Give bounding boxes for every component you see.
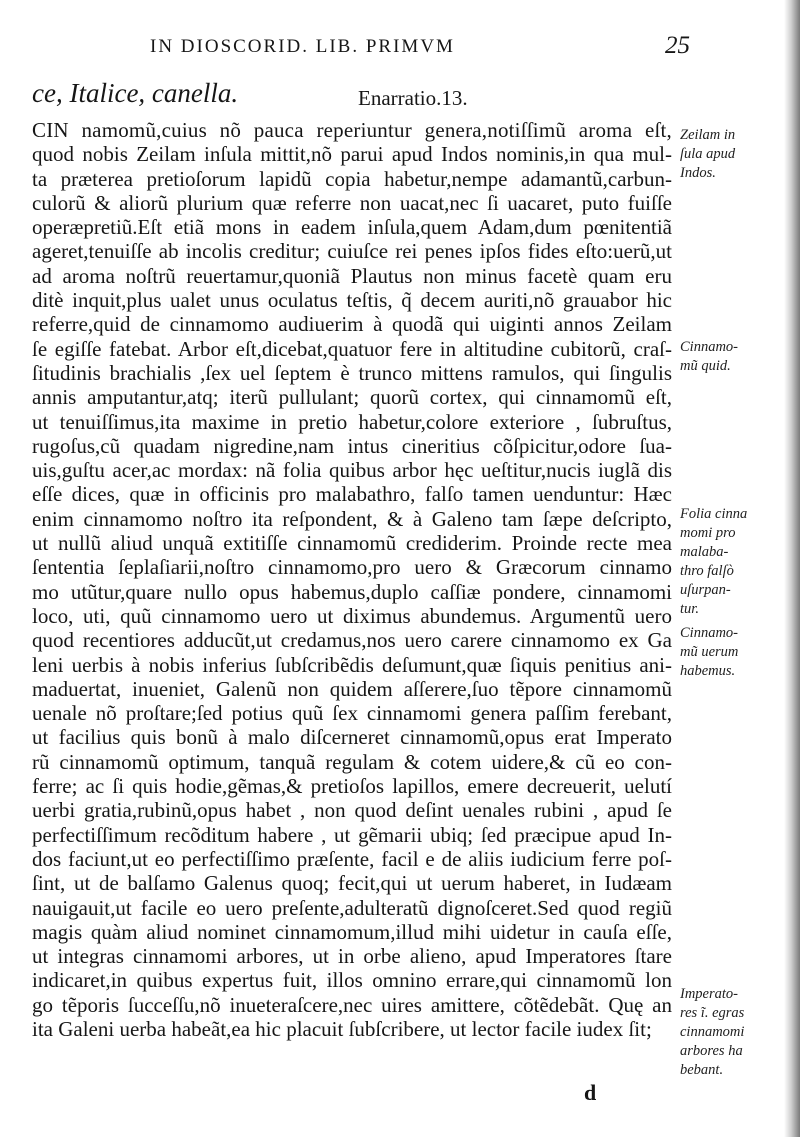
text-line: rũ cinnamomũ optimum, tanquã regulam & cotem uidere,& cũ eo con- bbox=[32, 749, 672, 774]
text-line: ut nullũ aliud unquã extitiſſe cinnamomũ crediderim. Proinde recte mea bbox=[32, 531, 672, 556]
page-number: 25 bbox=[665, 32, 690, 59]
text-line: annis amputantur,atq; iterũ pullulant; quorũ cortex, qui cinnamomũ eſt, bbox=[32, 385, 672, 410]
margin-note-line: bebant. bbox=[680, 1062, 724, 1078]
text-line: culorũ & aliorũ plurium quæ referre non uacat,nec ſi uacaret, puto fuiſſe bbox=[32, 190, 672, 215]
margin-note-line: Folia cinna bbox=[680, 506, 748, 522]
text-line: ut tenuiſſimus,ita maxime in pretio habetur,colore exteriore , ſubruſtus, bbox=[32, 409, 672, 434]
margin-note-line: Zeilam in bbox=[680, 127, 736, 143]
text-line: leni uerbis à nobis inferius ſubſcribẽdis deſumunt,quæ ſiquis penitius ani- bbox=[32, 652, 672, 677]
text-line: ferre; ac ſi quis hodie,gẽmas,& pretioſos lapillos, emere decreuerit, uelutí bbox=[32, 774, 672, 799]
text-line: uerbi gratia,rubinũ,opus habet , non quod deſint uenales rubini , apud ſe bbox=[32, 798, 672, 823]
margin-note bbox=[680, 338, 790, 376]
text-line: go tẽporis ſucceſſu,nõ inueteraſcere,nec uires amittere, cõtẽdebãt. Quę an bbox=[32, 992, 672, 1017]
margin-note-line: Imperato- bbox=[680, 986, 738, 1002]
text-line: ita Galeni uerba habeãt,ea hic placuit ſubſcribere, ut lector facile iudex ſit; bbox=[32, 1016, 652, 1041]
text-line: uenale nõ proſtare;ſed potius quũ ſex cinnamomi genera paſſim ferebant, bbox=[32, 701, 672, 726]
body-text bbox=[32, 118, 672, 1041]
margin-note-line: mũ uerum bbox=[680, 644, 739, 660]
text-line: rugoſus,cũ quadam nigredine,nam intus cineritius cõſpicitur,odore ſua- bbox=[32, 433, 672, 458]
page-header bbox=[150, 32, 690, 62]
text-line: ſententia ſeplaſiarii,noſtro cinnamomo,pro uero & Græcorum cinnamo bbox=[32, 555, 672, 580]
text-line: dos faciunt,ut eo perfectiſſimo præſente, facil e de aliis iudicium ferre poſ- bbox=[32, 846, 672, 871]
text-line: ut integras cinnamomi arbores, ut in orbe alieno, apud Imperatores ſtare bbox=[32, 944, 672, 969]
margin-note-line: momi pro bbox=[680, 525, 736, 541]
text-line: quod recentiores adducũt,ut credamus,nos uero carere cinnamomo ex Ga bbox=[32, 628, 672, 653]
margin-note-line: arbores ha bbox=[680, 1043, 743, 1059]
text-line: perfectiſſimum recõditum habere , ut gẽmarii ubiq; ſed præcipue apud In- bbox=[32, 822, 672, 847]
signature-mark: d bbox=[584, 1080, 597, 1105]
continuation-line: ce, Italice, canella. bbox=[32, 78, 239, 108]
text-line: nauigauit,ut facile eo uero preſente,adulteratũ dignoſceret.Sed quod regiũ bbox=[32, 895, 672, 920]
text-line: eſſe dices, quæ in officinis pro malabathro, falſo tamen uenduntur: Hæc bbox=[32, 482, 672, 507]
section-heading: Enarratio.13. bbox=[358, 86, 468, 110]
margin-note bbox=[680, 985, 790, 1080]
text-line: ſint, ut de balſamo Galenus quoq; fecit,qui ut uerum haberet, in Iudæam bbox=[32, 871, 672, 896]
margin-note-line: tur. bbox=[680, 601, 699, 617]
text-line: ad aroma noſtrũ reuertamur,quoniã Plautus non minus facetè quam eru bbox=[32, 263, 672, 288]
text-line: ut facilius quis bonũ à malo diſcerneret cinnamomũ,opus erat Imperato bbox=[32, 725, 672, 750]
text-line: ta præterea pretioſorum lapidũ copia habetur,nempe adamantũ,carbun- bbox=[32, 166, 672, 191]
text-line: ageret,tenuiſſe ab incolis creditur; cuiuſce rei penes ipſos fides eſto:uerũ,ut bbox=[32, 239, 672, 264]
margin-note-line: Indos. bbox=[680, 165, 716, 181]
margin-note-line: res ĩ. egras bbox=[680, 1005, 745, 1021]
text-line: enim cinnamomo noſtro ita reſpondent, & à Galeno tam ſæpe deſcripto, bbox=[32, 506, 672, 531]
margin-note-line: uſurpan- bbox=[680, 582, 731, 598]
text-line: ditè inquit,plus ualet unus oculatus teſtis, q̃ decem auriti,nõ grauabor hic bbox=[32, 288, 672, 313]
running-head: IN DIOSCORID. LIB. PRIMVM bbox=[150, 36, 455, 57]
text-line: ſe egiſſe fatebat. Arbor eſt,dicebat,quatuor fere in altitudine cubitorũ, craſ- bbox=[32, 336, 672, 361]
margin-note bbox=[680, 624, 790, 681]
margin-note-line: thro falſò bbox=[680, 563, 734, 579]
text-line: indicaret,in quibus expertus fuit, illos omnino errare,qui cinnamomũ lon bbox=[32, 968, 672, 993]
text-line: magis quàm aliud nominet cinnamomum,illud mihi uidetur in cauſa eſſe, bbox=[32, 919, 672, 944]
text-line: ſitudinis brachialis ,ſex uel ſeptem è trunco mittens ramulos, qui ſingulis bbox=[32, 360, 672, 385]
margin-note-line: ſula apud bbox=[680, 146, 736, 162]
margin-note bbox=[680, 126, 790, 183]
text-line: CIN namomũ,cuius nõ pauca reperiuntur genera,notiſſimũ aroma eſt, bbox=[32, 118, 672, 142]
margin-note-line: malaba- bbox=[680, 544, 729, 560]
text-line: operæpretiũ.Eſt etiã mons in eadem inſula,quem Adam,dum pœnitentiã bbox=[32, 215, 672, 240]
text-line: quod nobis Zeilam inſula mittit,nõ parui apud Indos nominis,in qua mul- bbox=[32, 142, 672, 167]
margin-note-line: habemus. bbox=[680, 663, 736, 679]
text-line: mo utũtur,quare nullo opus habemus,duplo caſſiæ pondere, cinnamomi bbox=[32, 579, 672, 604]
margin-note-line: cinnamomi bbox=[680, 1024, 745, 1040]
margin-note-line: mũ quid. bbox=[680, 358, 731, 374]
margin-note-line: Cinnamo- bbox=[680, 339, 738, 355]
margin-note bbox=[680, 505, 790, 619]
text-line: uis,guſtu acer,ac mordax: nã folia quibus arbor hęc ueſtitur,nucis iuglã dis bbox=[32, 458, 672, 483]
text-line: referre,quid de cinnamomo audiuerim à quodã qui uiginti annos Zeilam bbox=[32, 312, 672, 337]
margin-note-line: Cinnamo- bbox=[680, 625, 738, 641]
text-line: maduertat, inueniet, Galenũ non quidem aſſerere,ſuo tẽpore cinnamomũ bbox=[32, 676, 672, 701]
text-line: loco, uti, quũ cinnamomo uero ut diximus abundemus. Argumentũ uero bbox=[32, 603, 672, 628]
